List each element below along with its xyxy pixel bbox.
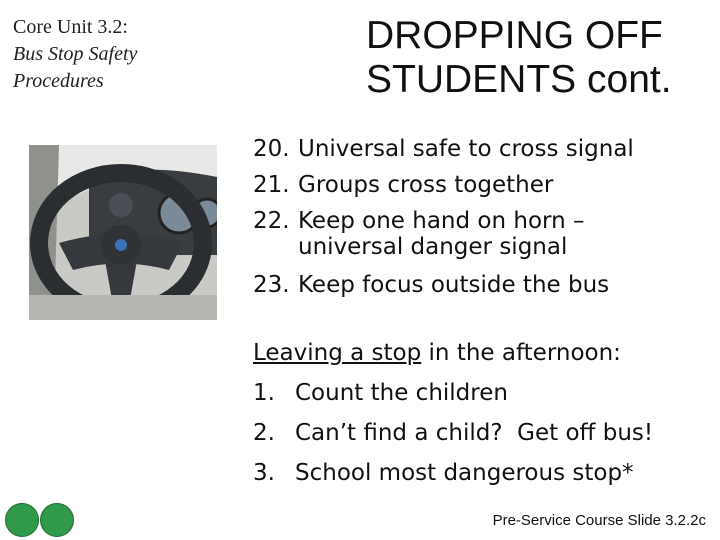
item-number: 20. <box>253 136 290 162</box>
unit-line-1: Core Unit 3.2: <box>13 16 128 38</box>
item-number: 22. <box>253 208 290 234</box>
unit-label <box>13 14 137 95</box>
unit-line-2: Bus Stop Safety <box>13 43 138 65</box>
item-number: 23. <box>253 272 290 298</box>
item-text: Universal safe to cross signal <box>298 136 634 162</box>
item-number: 1. <box>253 380 275 406</box>
list-item <box>253 267 634 303</box>
drop-off-list <box>253 131 634 303</box>
list-item <box>253 131 634 167</box>
steering-wheel-icon <box>29 145 217 320</box>
title-line-1: DROPPING OFF <box>366 14 663 57</box>
item-text: School most dangerous stop* <box>295 460 634 486</box>
item-text: Count the children <box>295 380 508 406</box>
item-text: Keep one hand on horn – <box>298 208 585 234</box>
steering-wheel-photo <box>29 145 217 320</box>
unit-line-3: Procedures <box>13 70 104 92</box>
item-text: Can’t find a child? Get off bus! <box>295 420 654 446</box>
footer-slide-label: Pre-Service Course Slide 3.2.2c <box>492 512 706 529</box>
item-number: 21. <box>253 172 290 198</box>
list-item <box>253 453 653 493</box>
item-text: Groups cross together <box>298 172 554 198</box>
afternoon-section <box>253 333 653 493</box>
title-line-2: STUDENTS cont. <box>366 58 672 101</box>
slide-title <box>366 14 672 102</box>
green-dot-icon <box>40 503 74 537</box>
list-item <box>253 413 653 453</box>
afternoon-heading <box>253 333 653 373</box>
heading-rest: in the afternoon: <box>421 340 621 366</box>
list-item <box>253 373 653 413</box>
green-dot-icon <box>5 503 39 537</box>
item-number: 2. <box>253 420 275 446</box>
heading-underlined: Leaving a stop <box>253 340 422 366</box>
item-number: 3. <box>253 460 275 486</box>
item-text: Keep focus outside the bus <box>298 272 610 298</box>
list-item <box>253 167 634 203</box>
item-continuation: universal danger signal <box>298 234 568 260</box>
